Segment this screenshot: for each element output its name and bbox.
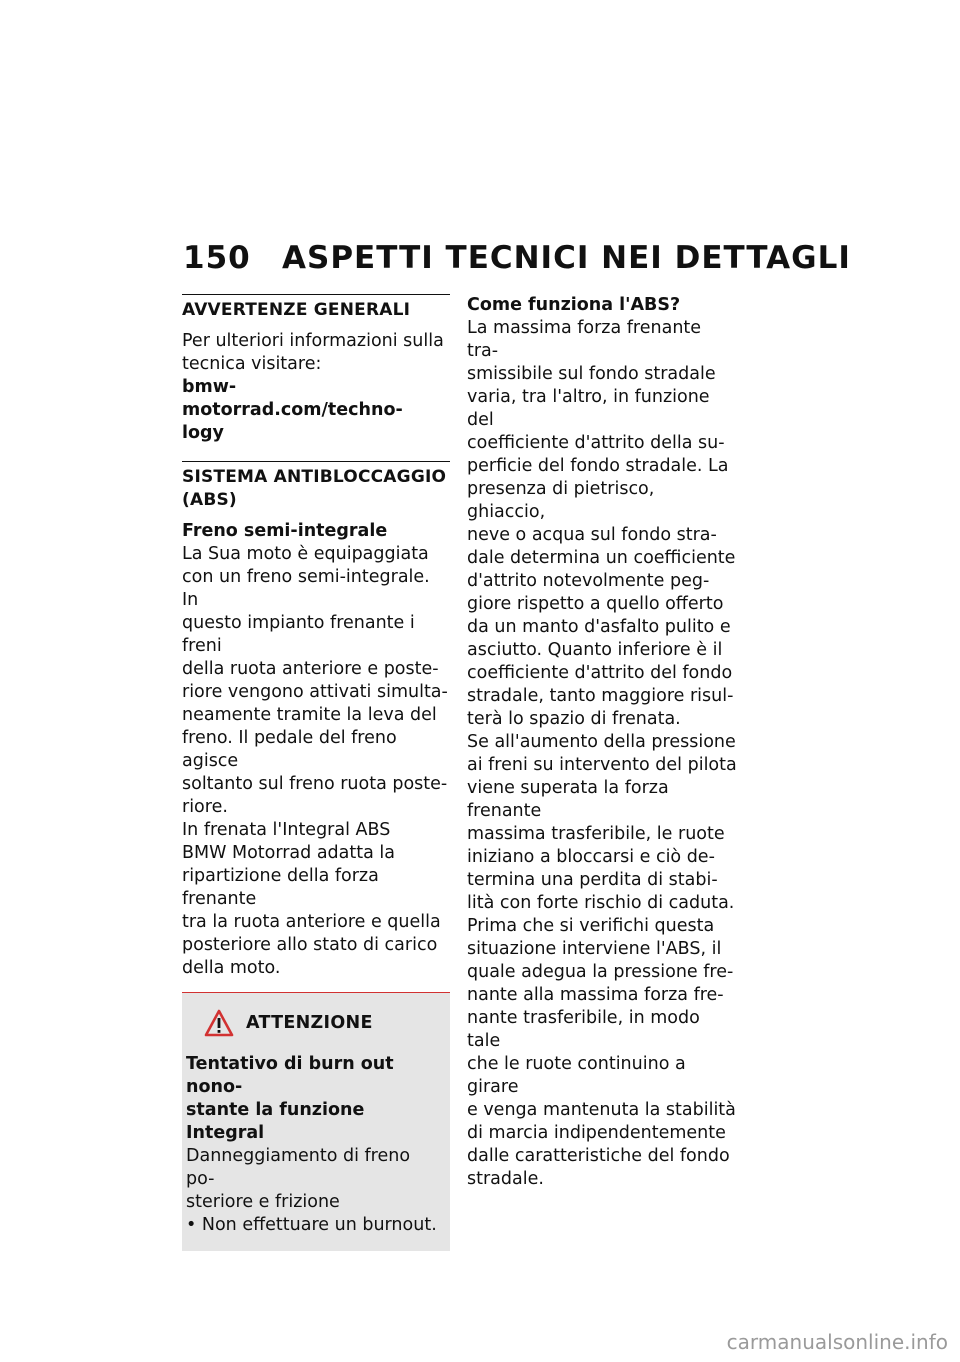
technology-link[interactable]: bmw-motorrad.com/techno- logy	[182, 377, 403, 443]
abs-paragraph-1: La Sua moto è equipaggiata con un freno semi-integrale. In questo impianto frenante i freni della ruota anteriore e poste- riore vengono attivati simulta- neamente tramite la leva del freno. Il pedale del freno agisce soltanto sul freno ruota poste- riore.	[182, 544, 448, 817]
abs-explanation-2: Se all'aumento della pressione ai freni su intervento del pilota viene superata la forza frenante massima trasferibile, le ruote iniziano a bloccarsi e ciò de- termina una perdita di stabi- lità con forte rischio di caduta. Prima che si verifichi questa situazione interviene l'ABS, il quale adegua la pressione fre- nante alla massima forza fre- nante trasferibile, in modo tale che le ruote continuino a girare e venga mantenuta la stabilità di marcia indipendentemente dalle caratteristiche del fondo stradale.	[467, 732, 737, 1189]
abs-paragraph-2: In frenata l'Integral ABS BMW Motorrad adatta la ripartizione della forza frenante tra la ruota anteriore e quella posteriore allo stato di carico della moto.	[182, 820, 441, 978]
warning-bold-text: Tentativo di burn out nono- stante la funzione Integral	[186, 1054, 394, 1143]
section-divider	[182, 294, 450, 295]
warning-bullet: • Non effettuare un burnout.	[186, 1215, 437, 1235]
warning-triangle-icon	[204, 1009, 234, 1037]
right-column	[467, 294, 737, 1191]
abs-explanation-1: La massima forza frenante tra- smissibile sul fondo stradale varia, tra l'altro, in funzione del coefficiente d'attrito della su- perficie del fondo stradale. La presenza di pietrisco, ghiaccio, neve o acqua sul fondo stra- dale determina un coefficiente d'attrito notevolmente peg- giore rispetto a quello offerto da un manto d'asfalto pulito e asciutto. Quanto inferiore è il coefficiente d'attrito del fondo stradale, tanto maggiore risul- terà lo spazio di frenata.	[467, 318, 736, 729]
page-number: 150	[183, 240, 251, 276]
subheading-semi-integral-brake: Freno semi-integrale	[182, 521, 388, 541]
general-warnings-text: Per ulteriori informazioni sulla tecnica visitare:	[182, 331, 444, 374]
warning-box	[182, 992, 450, 1251]
section-heading-general-warnings: AVVERTENZE GENERALI	[182, 300, 411, 320]
warning-title: ATTENZIONE	[246, 1013, 373, 1033]
warning-header	[204, 1009, 442, 1037]
page-title: ASPETTI TECNICI NEI DETTAGLI	[282, 240, 851, 276]
section-heading-abs: SISTEMA ANTIBLOCCAGGIO (ABS)	[182, 467, 447, 510]
subheading-how-abs-works: Come funziona l'ABS?	[467, 295, 681, 315]
section-divider	[182, 461, 450, 462]
warning-text: Danneggiamento di freno po- steriore e frizione	[186, 1146, 411, 1212]
watermark: carmanualsonline.info	[726, 1330, 948, 1354]
left-column	[182, 294, 450, 1251]
